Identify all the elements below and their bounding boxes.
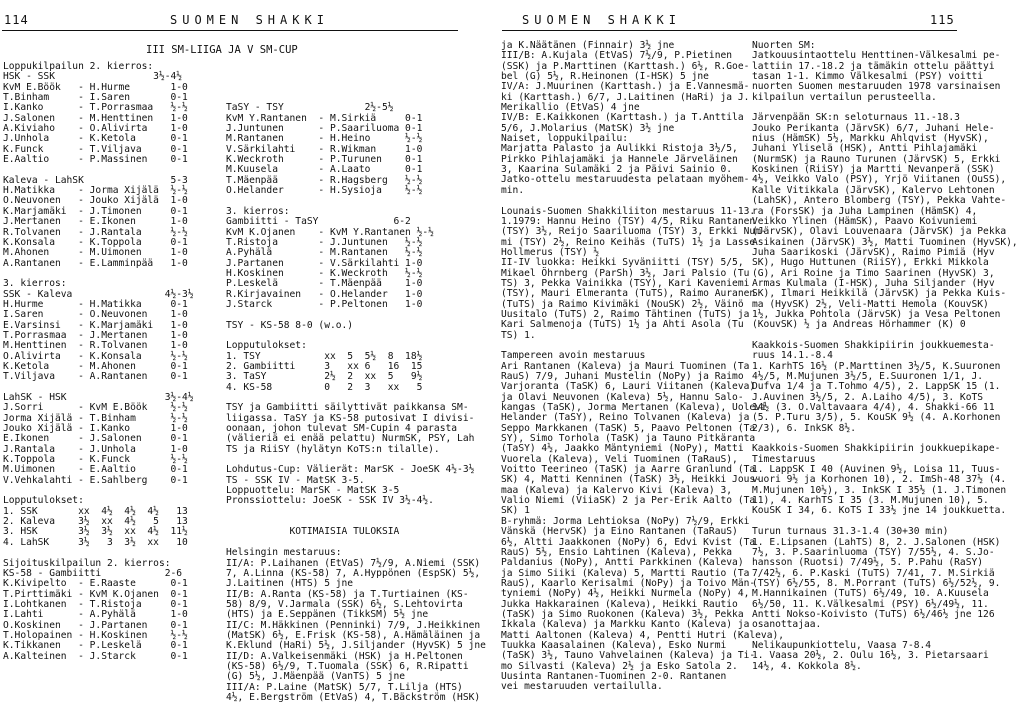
text-line: I.Saren - O.Neuvonen 1-0 xyxy=(3,309,188,321)
text-line: Voitto Teerineo (TaSK) ja Aarre Granlund (Ta xyxy=(501,464,756,476)
text-line: (SSK) ja P.Marttinen (Karttash.) 6½, R.Goe- xyxy=(501,60,750,72)
text-line: K.Ketola - M.Ahonen 0-1 xyxy=(3,360,188,372)
text-line: SK) 1 xyxy=(501,505,530,517)
text-line: LahSK - HSK 3½-4½ xyxy=(3,392,194,403)
text-line: 2/3), 6. InkSK 8½. xyxy=(752,422,856,434)
text-line: M.Ahonen - M.Uimonen 1-0 xyxy=(3,247,188,259)
text-line: E.Ikonen - J.Salonen 0-1 xyxy=(3,433,188,445)
text-line: RauS) 7/9, Juhani Mustelin (NoPy) ja Raimo xyxy=(501,371,744,382)
running-title-left: SUOMEN SHAKKI xyxy=(170,13,329,27)
text-line: osanottajaa. xyxy=(752,619,822,631)
text-line: Jatko-ottelu mestaruudesta pelataan myöhem- xyxy=(501,174,750,186)
text-line: 2. Gambiitti 3 xx 6 16 15 xyxy=(226,360,423,372)
text-line: (TaSY) 4½, Jaakko Mäntyniemi (NoPy), Matti xyxy=(501,443,744,455)
text-line: H.Hurme - H.Matikka 0-1 xyxy=(3,298,188,310)
text-line: lattiin 17.-18.2 ja tämäkin ottelu päättyi xyxy=(752,60,995,72)
text-line: 6½, Altti Jaakkonen (NoPy) 6, Edvi Kvist (Ta xyxy=(501,536,756,548)
text-line: (TaSK) ja Simo Ruokonen (Kaleva) 3½, Pekka xyxy=(501,608,744,620)
text-line: I.Lohtkanen - T.Ristoja 0-1 xyxy=(3,598,188,610)
text-line: T.Holopainen - H.Koskinen ½-½ xyxy=(3,629,188,641)
text-line: Jouko Xijälä - I.Kanko 1-0 xyxy=(3,423,188,435)
text-line: II/A: P.Laihanen (EtVaS) 7½/9, A.Niemi (SSK) xyxy=(226,557,481,569)
text-line: mi (TSY) 2½, Reino Keihäs (TuTS) 1½ ja Lasse xyxy=(501,236,756,248)
text-line xyxy=(226,83,494,93)
text-line: I.Lahti - A.Pyhälä 1-0 xyxy=(3,609,188,621)
text-line: TSY ja Gambiitti säilyttivät paikkansa SM- xyxy=(226,402,469,414)
text-line: R.Kirjavainen - O.Helander 1-0 xyxy=(226,288,423,300)
column-league-results-2 xyxy=(226,62,494,703)
text-line: 4½/5, M.Mujunen 3½/5, E.Suuronen 1/1, J. xyxy=(752,371,984,382)
text-line: vuori 9½ ja Korhonen 10), 2. ImSh-48 37½ (4. xyxy=(752,474,1007,486)
text-line: V.Särkilahti - R.Wikman 1-0 xyxy=(226,143,423,155)
text-line xyxy=(501,196,747,206)
text-line: 3, Kaarina Sulamäki 2 ja Päivi Sainio 0. xyxy=(501,164,733,176)
text-line: III/A: P.Laine (MatSK) 5/7, T.Lilja (HTS) xyxy=(226,681,463,693)
text-line: H.Koskinen - K.Weckroth ½-½ xyxy=(226,267,423,279)
text-line: Loppuottelu: MarSK - MatSK 3-5 xyxy=(226,485,400,497)
text-line: Loppukilpailun 2. kierros: xyxy=(3,61,154,72)
text-line xyxy=(226,507,494,517)
text-line: (JärvSK), Olavi Louvenaara (JärvSK) ja Pekka xyxy=(752,226,1007,238)
text-line: (HTS) ja E.Seppänen (TikkSM) 5½ jne xyxy=(226,609,429,621)
text-line: Tuukka Kaasalainen (Kaleva), Esko Nurmi xyxy=(501,639,727,651)
text-line: Matti Aaltonen (Kaleva) 4, Pentti Hutri (Kaleva), xyxy=(501,629,785,641)
text-line: Kalle Vitikkala (JärvSK), Kalervo Lehtonen xyxy=(752,184,995,196)
text-line: (LahSK), Antero Blomberg (TSY), Pekka Vahte- xyxy=(752,195,1007,207)
text-line: K.Toppola - K.Funck ½-½ xyxy=(3,454,188,466)
text-line: III/B: A.Kujala (EtVaS) 7½/9, P.Pietinen xyxy=(501,50,733,62)
text-line: T.Pirttimäki - KvM K.Ojanen 0-1 xyxy=(3,588,188,600)
text-line: J.Laitinen (HTS) 5 jne xyxy=(226,578,354,590)
text-line: kangas (TaSK), Jorma Mertanen (Kaleva), Uolevi xyxy=(501,402,767,414)
text-line: J.Auvinen 3½/5, 2. A.Laiho 4/5), 3. KoTS xyxy=(752,391,984,403)
text-line: Juhani Yliselä (HSK), Antti Pihlajamäki xyxy=(752,143,978,155)
text-line: J.Sorri - KvM E.Böök ½-½ xyxy=(3,402,188,414)
text-line: Merikallio (EtVaS) 4 jne xyxy=(501,102,640,114)
text-line: Vuorela (Kaleva), Veli Tuominen (TaRauS), xyxy=(501,453,738,465)
text-line: J.Partanen - V.Särkilahti 1-0 xyxy=(226,257,423,269)
text-line: mo Silvasti (Kaleva) 2½ ja Esko Satola 2. xyxy=(501,660,738,672)
text-line: Kaakkois-Suomen Shakkipiirin joukkuemesta- xyxy=(752,339,995,351)
text-line: hansson (Ruotsi) 7/49½, 5. P.Pahu (RaSY) xyxy=(752,557,984,569)
text-line: K.Tikkanen - P.Leskelä 0-1 xyxy=(3,640,188,652)
text-line: HSK - SSK 3½-4½ xyxy=(3,71,183,83)
text-line: K.Konsala - K.Toppola 0-1 xyxy=(3,236,188,248)
header-rule-right xyxy=(502,30,957,31)
text-line: 3. TaSY 2½ 2 xx 5 9½ xyxy=(226,371,423,383)
text-line: liigassa. TaSY ja KS-58 putosivat I divisi- xyxy=(226,412,475,424)
text-line: Lopputulokset: xyxy=(226,340,307,352)
text-line: 6½/50, 11. K.Välkesalmi (PSY) 6½/49½, 11. xyxy=(752,598,989,610)
text-line: J.Starck - P.Peltonen 1-0 xyxy=(226,298,423,310)
text-line: IV/A: J.Muurinen (Karttash.) ja E.Vannesmä- xyxy=(501,81,750,93)
text-line: M.Kuusela - A.Laato 0-1 xyxy=(226,164,423,176)
league-title: III SM-LIIGA JA V SM-CUP xyxy=(146,44,298,56)
text-line: M.Mujunen 10½), 3. InkSK I 35½ (1. J.Timonen xyxy=(752,484,1007,496)
text-line: ruus 14.1.-8.4 xyxy=(752,350,833,362)
text-line: Juha Saarikoski (JärvSK), Raimo Pimiä (Hyv xyxy=(752,246,995,258)
text-line: O.Helander - H.Sysioja ½-½ xyxy=(226,185,423,197)
text-line: Helander (TaSY), Reino Tolvanen (Kaleva) ja xyxy=(501,412,750,424)
text-line: RauS) 5½, Ensio Lahtinen (Kaleva), Pekka xyxy=(501,546,733,558)
text-line: Valio Niemi (ViiaSK) 2 ja Per-Erik Aalto (Ta xyxy=(501,495,756,507)
text-line: Helsingin mestaruus: xyxy=(226,547,342,559)
text-line: SY), Simo Torhola (TaSK) ja Tauno Pitkäranta xyxy=(501,433,756,445)
text-line: 4½, Veikko Valo (PSY), Yrjö Viitanen (OuSS), xyxy=(752,174,1007,186)
text-line: (KS-58) 6½/9, T.Tuomala (SSK) 6, R.Ripatti xyxy=(226,660,469,672)
text-line: tasan 1-1. Kimmo Välkesalmi (PSY) voitti xyxy=(752,71,984,83)
text-line: (välieriä ei enää pelattu) NurmSK, PSY, Lah xyxy=(226,433,475,445)
page-number-right: 115 xyxy=(930,13,955,27)
text-line: TSY - KS-58 8-0 (w.o.) xyxy=(226,319,354,331)
text-line: TS) 3, Pekka Vainikka (TSY), Kari Kaveniemi xyxy=(501,277,750,289)
text-line: RauS), Kaarlo Kerisalmi (NoPy) ja Toivo Män- xyxy=(501,577,756,589)
text-line: ja K.Näätänen (Finnair) 3½ jne xyxy=(501,40,675,51)
text-line: 7, A.Linna (KS-58) 7, A.Hyppönen (EspSK) 5½, xyxy=(226,567,481,579)
text-line: 3. kierros: xyxy=(3,278,67,290)
text-line: Pronssiottelu: JoeSK - SSK IV 3½-4½. xyxy=(226,495,434,507)
running-title-right: SUOMEN SHAKKI xyxy=(522,13,681,27)
text-line: Seppo Markkanen (TaSK) 5, Paavo Peltonen (Ta xyxy=(501,422,756,434)
text-line: Naiset, loppukilpailu: xyxy=(501,133,629,145)
text-line: K.Funck - T.Viljava 0-1 xyxy=(3,143,188,155)
text-line: J.Rantala - J.Unhola 1-0 xyxy=(3,443,188,455)
text-line: (TSY) 3½, Reijo Saariluoma (TSY) 3, Erkki Num- xyxy=(501,226,767,238)
column-league-results xyxy=(3,62,221,662)
text-line: A.Rantanen - E.Lamminpää 1-0 xyxy=(3,257,188,269)
text-line: Tampereen avoin mestaruus xyxy=(501,350,646,362)
text-line: H.Matikka - Jorma Xijälä ½-½ xyxy=(3,185,188,197)
text-line: 1. KarhTS 16½ (P.Marttinen 3½/5, K.Suuronen xyxy=(752,360,1001,372)
text-line: 3. HSK 3½ 3½ xx 4½ 11½ xyxy=(3,526,188,538)
text-line: (TSY), Mauri Elmeranta (TuTS), Raimo Auranen xyxy=(501,288,756,300)
text-line: 3. kierros: xyxy=(226,205,290,217)
text-line: II-IV luokka: Heikki Syväniitti (TSY) 5/5, xyxy=(501,257,744,269)
text-line: Lounais-Suomen Shakkiliiton mestaruus 11-13. xyxy=(501,205,756,217)
text-line: B-ryhmä: Jorma Lehtioksa (NoPy) 7½/9, Erkki xyxy=(501,515,750,527)
text-line: 4. LahSK 3½ 3 3½ xx 10 xyxy=(3,536,188,548)
text-line: KvM K.Ojanen - KvM Y.Rantanen ½-½ xyxy=(226,226,434,238)
text-line: O.Neuvonen - Jouko Xijälä 1-0 xyxy=(3,195,188,207)
text-line: (5. P.Turu 3/5), 5. KouSK 9½ (4. A.Korhonen xyxy=(752,412,1001,424)
text-line: O.Alivirta - K.Konsala ½-½ xyxy=(3,350,188,362)
text-line: T.Viljava - A.Rantanen 0-1 xyxy=(3,371,188,383)
text-line: J.Unhola - K.Ketola 0-1 xyxy=(3,133,188,145)
text-line: 1. Vaasa 20½, 2. Oulu 16½, 3. Pietarsaari xyxy=(752,650,989,662)
text-line: Mikael Öhrnberg (ParSh) 3½, Jari Palsio (Tu xyxy=(501,267,750,279)
text-line: 1. SSK xx 4½ 4½ 4½ 13 xyxy=(3,505,188,517)
text-line: Vänskä (HervSK) ja Eino Rantanen (TaRauS) xyxy=(501,526,738,538)
text-line: Ikkala (Kaleva) ja Markku Kanto (Kaleva) ja xyxy=(501,619,750,631)
text-line: nius (HämSK) 5½, Markku Ahlqvist (HyvSK), xyxy=(752,133,989,145)
text-line: 7½, 3. P.Saarinluoma (TSY) 7/55½, 4. S.Jo- xyxy=(752,546,995,558)
text-line: Uusinta Rantanen-Tuominen 2-0. Rantanen xyxy=(501,670,727,682)
column-tournament-results xyxy=(752,40,1018,672)
text-line: SK) 4, Matti Kenninen (TaSK) 3½, Heikki Jous- xyxy=(501,474,761,486)
text-line: IV/B: E.Kaikkonen (Karttash.) ja T.Anttila xyxy=(501,112,744,124)
text-line: T.Porrasmaa - J.Mertanen 1-0 xyxy=(3,329,188,341)
text-line: Ari Rantanen (Kaleva) ja Mauri Tuominen (Ta xyxy=(501,360,750,372)
text-line: (KouvSK) ½ ja Andreas Hörhammer (K) 0 xyxy=(752,319,966,331)
text-line: O.Koskinen - J.Partanen 0-1 xyxy=(3,619,188,631)
text-line: TS) 1. xyxy=(501,329,536,341)
text-line: TS ja RiiSY (hylätyn KoTS:n tilalle). xyxy=(226,443,440,455)
header-rule-left xyxy=(2,30,458,31)
text-line: 4½, E.Bergström (EtVaS) 4, T.Bäckström (HSK) xyxy=(226,691,481,703)
text-line: I.Kanko - T.Porrasmaa ½-½ xyxy=(3,102,188,114)
text-line: Pirkko Pihlajamäki ja Hannele Järveläinen xyxy=(501,153,738,165)
text-line: Järvenpään SK:n seloturnaus 11.-18.3 xyxy=(752,112,960,124)
text-line: V.Vehkalahti - E.Sahlberg 0-1 xyxy=(3,474,188,486)
text-line: Dufva 1/4 ja T.Tohmo 4/5), 2. LappSK 15 (1. xyxy=(752,381,1001,393)
text-line: (TSY) 6½/55, 8. M.Porrant (TuTS) 6½/52½, 9. xyxy=(752,577,1001,589)
text-line: ja Simo Siiki (Kaleva) 5, Martti Rautio (Ta xyxy=(501,567,750,579)
text-line: Turun turnaus 31.3-1.4 (30+30 min) xyxy=(752,526,949,538)
text-line: Varjoranta (TaSK) 6, Lauri Viitanen (Kaleva) xyxy=(501,381,756,393)
text-line: M.Rantanen - H.Heino ½-½ xyxy=(226,133,423,145)
text-line: oonaan, johon tulevat SM-Cupin 4 parasta xyxy=(226,423,458,435)
text-line: ki (Karttash.) 6/7, J.Laitinen (HaRi) ja J. xyxy=(501,91,750,103)
text-line: A.Pyhälä - M.Rantanen ½-½ xyxy=(226,247,423,259)
text-line: bel (G) 5½, R.Heinonen (I-HSK) 5 jne xyxy=(501,71,709,83)
text-line: 11), 4. KarhTS I 35 (3. M.Mujunen 10), 5. xyxy=(752,495,989,507)
text-line: T.Ristoja - J.Juntunen ½-½ xyxy=(226,236,423,248)
text-line: 4. KS-58 0 2 3 xx 5 xyxy=(226,381,423,393)
text-line: Veikko Ylinen (HämSK), Paavo Koivuniemi xyxy=(752,215,978,227)
text-line: Jouko Perikanta (JärvSK) 6/7, Juhani Hele- xyxy=(752,122,995,134)
text-line: Kari Salmenoja (TuTS) 1½ ja Ahti Asola (Tu xyxy=(501,319,744,331)
text-line xyxy=(3,548,221,558)
text-line: 1.1979: Hannu Heino (TSY) 4/5, Riku Rantanen xyxy=(501,215,756,227)
text-line: II/C: M.Häkkinen (Penninki) 7/9, J.Heikkinen xyxy=(226,619,481,631)
text-line: Armas Kulmala (I-HSK), Juha Siljander (Hyv xyxy=(752,277,995,289)
text-line: 14½ (3. O.Valtavaara 4/4), 4. Shakki-66 11 xyxy=(752,402,995,414)
text-line: K.Weckroth - P.Turunen 0-1 xyxy=(226,154,423,166)
text-line: Koskinen (RiiSY) ja Martti Nevanperä (SSK) xyxy=(752,164,995,176)
text-line: 1½, Jukka Pohtola (JärvSK) ja Vesa Peltonen xyxy=(752,308,1001,320)
text-line: P.Leskelä - T.Mäenpää 1-0 xyxy=(226,278,423,290)
text-line: J.Mertanen - E.Ikonen 1-0 xyxy=(3,216,188,228)
text-line: J.Salonen - M.Henttinen 1-0 xyxy=(3,112,188,124)
text-line: (G) 5½, J.Mäenpää (VanTS) 5 jne xyxy=(226,671,406,683)
text-line: (MatSK) 6½, E.Frisk (KS-58), A.Hämäläinen ja xyxy=(226,629,481,641)
text-line: ra (ForsSK) ja Juha Lampinen (HämSK) 4, xyxy=(752,205,978,217)
text-line: SK), Hugo Huttunen (RiiSY), Erkki Mikkola xyxy=(752,257,989,269)
text-line: KOTIMAISIA TULOKSIA xyxy=(226,526,400,538)
text-line: K.Kivipelto - E.Raaste 0-1 xyxy=(3,578,188,590)
text-line: KvM E.Böök - H.Hurme 1-0 xyxy=(3,81,188,93)
text-line: 7/42½, 6. P.Kaski (TuTS) 7/41, 7. M.Sirkiä xyxy=(752,567,995,579)
text-line: 14½, 4. Kokkola 8½. xyxy=(752,660,862,672)
text-line: E.Varsinsi - K.Marjamäki 1-0 xyxy=(3,319,188,331)
text-line: ja Olavi Neuvonen (Kaleva) 5½, Hannu Salo- xyxy=(501,391,744,403)
text-line: Kaleva - LahSK 5-3 xyxy=(3,174,188,186)
text-line: R.Tolvanen - J.Rantala ½-½ xyxy=(3,226,188,238)
text-line: KouSK I 34, 6. KoTS I 33½ jne 14 joukkuetta. xyxy=(752,505,1007,517)
text-line: Kaakkois-Suomen Shakkipiirin joukkuepikape- xyxy=(752,443,1001,455)
text-line: Paldanius (NoPy), Antti Parkkinen (Kaleva) xyxy=(501,557,744,569)
text-line: Uusitalo (TuTS) 2, Raimo Tähtinen (TuTS) ja xyxy=(501,308,750,320)
text-line: A.Kiviaho - O.Alivirta 1-0 xyxy=(3,123,188,135)
text-line: K.Eklund (HaRi) 5½, J.Siljander (HyvSK) 5 jne xyxy=(226,640,486,652)
text-line: Marjatta Palasto ja Aulikki Ristoja 3½/5, xyxy=(501,143,738,155)
text-line: II/D: A.Valkeisenmäki (HSK) ja H.Peltonen xyxy=(226,650,463,662)
text-line: KvM Y.Rantanen - M.Sirkiä 0-1 xyxy=(226,112,423,124)
text-line: TaSY - TSY 2½-5½ xyxy=(226,102,394,114)
text-line: Hollmerus (TSY) ½ xyxy=(501,246,600,258)
text-line: 5/6, J.Molarius (MatSK) 3½ jne xyxy=(501,122,675,134)
text-line: T.Mäenpää - R.Hagsberg ½-½ xyxy=(226,174,423,186)
text-line: Nelikaupunkiottelu, Vaasa 7-8.4 xyxy=(752,639,932,651)
text-line: vei mestaruuden vertailulla. xyxy=(501,681,663,693)
text-line: Antti Nokso-Koivisto (TuTS) 6½/46½ jne 126 xyxy=(752,608,995,620)
text-line: A.Kalteinen - J.Starck 0-1 xyxy=(3,650,188,662)
text-line: 1. LappSK I 40 (Auvinen 9½, Loisa 11, Tuus- xyxy=(752,464,1001,476)
text-line: SK), Ilmari Heikkilä (JärvSK) ja Pekka Kuis- xyxy=(752,288,1007,300)
text-line: E.Aaltio - P.Massinen 0-1 xyxy=(3,154,188,166)
text-line: J.Juntunen - P.Saariluoma 0-1 xyxy=(226,123,423,135)
text-line: M.Uimonen - E.Aaltio 0-1 xyxy=(3,464,188,476)
text-line: II/B: A.Ranta (KS-58) ja T.Turtiainen (KS- xyxy=(226,588,469,600)
text-line: (NurmSK) ja Rauno Turunen (JärvSK) 5, Erkki xyxy=(752,153,1001,165)
text-line: Jorma Xijälä - T.Binham ½-½ xyxy=(3,412,188,424)
text-line: kilpailun vertailun perusteella. xyxy=(752,91,937,103)
text-line: (TuTS) ja Raimo Kivimäki (NouSK) 2½, Väinö xyxy=(501,298,744,310)
text-line: Sijoituskilpailun 2. kierros: xyxy=(3,557,171,569)
text-line: TS - SSK IV - MatSK 3-5. xyxy=(226,474,365,486)
text-line xyxy=(226,72,494,82)
text-line: (TaSK) 3½, Tauno Vahvelainen (Kaleva) ja Ti- xyxy=(501,650,756,662)
text-line xyxy=(226,62,494,72)
text-line: min. xyxy=(501,184,525,196)
text-line: nuorten Suomen mestaruuden 1978 varsinaisen xyxy=(752,81,1001,93)
text-line: Nuorten SM: xyxy=(752,40,816,51)
text-line: 1. E.Lipsanen (LahTS) 8, 2. J.Salonen (HSK) xyxy=(752,536,1001,548)
text-line: K.Marjamäki - J.Timonen 0-1 xyxy=(3,205,188,217)
text-line: KS-58 - Gambiitti 2-6 xyxy=(3,567,183,579)
text-line: Lohdutus-Cup: Välierät: MarSK - JoeSK 4½-3½ xyxy=(226,464,475,476)
text-line: M.Hannikainen (TuTS) 6½/49, 10. A.Kuusela xyxy=(752,588,989,600)
text-line: 1. TSY xx 5 5½ 8 18½ xyxy=(226,350,423,362)
text-line: 2. Kaleva 3½ xx 4½ 5 13 xyxy=(3,516,188,528)
page-number-left: 114 xyxy=(4,13,29,27)
text-line: Asikainen (JärvSK) 3½, Matti Tuominen (HyvSK), xyxy=(752,236,1018,248)
text-line: ma (HyvSK) 2½, Veli-Matti Hemola (KouvSK) xyxy=(752,298,989,310)
text-line: tyniemi (NoPy) 4½, Heikki Nurmela (NoPy) 4, xyxy=(501,588,750,600)
text-line: (G), Ari Roine ja Timo Saarinen (HyvSK) 3, xyxy=(752,267,995,279)
text-line: SSK - Kaleva 4½-3½ xyxy=(3,288,194,300)
text-line: T.Binham - I.Saren 0-1 xyxy=(3,92,188,104)
text-line: M.Henttinen - R.Tolvanen 1-0 xyxy=(3,340,188,352)
text-line: maa (Kaleva) ja Kalervo Kivi (Kaleva) 3, xyxy=(501,484,733,496)
text-line: Jatkouusintaottelu Henttinen-Välkesalmi pe- xyxy=(752,50,1001,62)
text-line: Jukka Hakkarainen (Kaleva), Heikki Rautio xyxy=(501,598,738,610)
text-line: Lopputulokset: xyxy=(3,495,84,507)
text-line: Gambiitti - TaSY 6-2 xyxy=(226,216,411,228)
text-line: Timestaruus xyxy=(752,453,816,465)
text-line: 58) 8/9, V.Jarmala (SSK) 6½, S.Lehtovirta xyxy=(226,598,463,610)
